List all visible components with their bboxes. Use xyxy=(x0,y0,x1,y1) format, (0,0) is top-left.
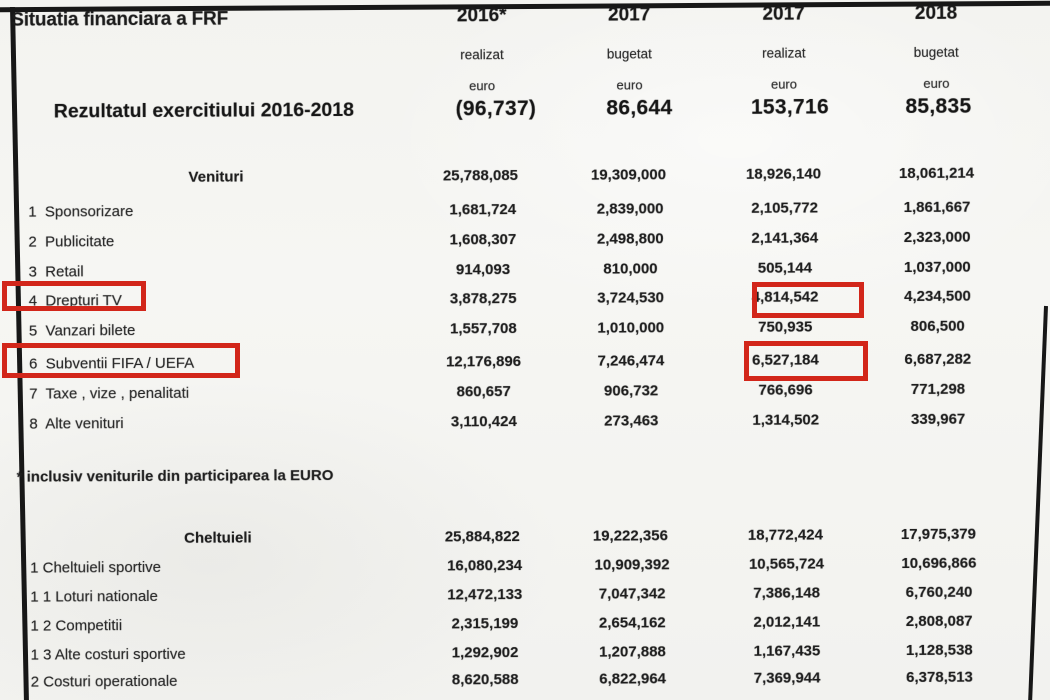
cell-value: 7,386,148 xyxy=(753,584,821,602)
highlight-box-drepturi-tv-label xyxy=(2,281,146,311)
result-row xyxy=(24,96,1009,121)
cell-value: 1,128,538 xyxy=(905,641,973,660)
column-subheader: realizat xyxy=(460,47,504,63)
cell-value: 2,323,000 xyxy=(903,228,971,247)
cell-value: 2,498,800 xyxy=(596,230,664,248)
result-value: 85,835 xyxy=(905,94,972,119)
cell-value: 8,620,588 xyxy=(451,671,519,689)
header-spacer xyxy=(24,87,410,89)
cell-value: 1,861,667 xyxy=(903,198,971,217)
cell-value: 4,814,542 xyxy=(751,288,819,306)
table-row xyxy=(26,553,1011,578)
cell-value: 1,207,888 xyxy=(599,643,666,661)
row-label: 1 1 Loturi nationale xyxy=(30,587,158,606)
section-total: 25,884,822 xyxy=(444,528,520,546)
cell-value: 3,110,424 xyxy=(450,413,517,431)
header-year-row xyxy=(23,3,1008,28)
cell-value: 6,378,513 xyxy=(906,668,973,687)
cell-value: 10,565,724 xyxy=(748,555,825,573)
cell-value: 2,012,141 xyxy=(753,613,821,631)
table-row xyxy=(27,640,1012,665)
table-row xyxy=(26,611,1011,636)
cell-value: 2,839,000 xyxy=(596,200,664,218)
row-label: 1 3 Alte costuri sportive xyxy=(30,645,186,664)
cell-value: 6,822,964 xyxy=(599,670,667,688)
cell-value: 1,608,307 xyxy=(449,231,517,249)
cell-value: 7,369,944 xyxy=(753,669,821,687)
header-unit-row xyxy=(24,73,1009,98)
table-row xyxy=(24,227,1009,252)
table-row xyxy=(24,197,1009,222)
cell-value: 2,141,364 xyxy=(751,229,819,247)
cell-value: 1,010,000 xyxy=(597,319,665,337)
row-label: 3 Retail xyxy=(28,263,84,281)
column-unit: euro xyxy=(616,77,643,93)
cell-value: 505,144 xyxy=(757,259,813,277)
cell-value: 2,808,087 xyxy=(905,612,973,631)
year-column-header: 2017 xyxy=(607,4,651,26)
row-label: 6 Subventii FIFA / UEFA xyxy=(29,354,195,373)
table-row xyxy=(25,409,1010,434)
row-label: 1 2 Competitii xyxy=(30,617,123,635)
venituri-section-row xyxy=(24,163,1009,188)
row-label: 4 Drepturi TV xyxy=(28,292,122,310)
section-total: 19,222,356 xyxy=(592,527,668,545)
highlight-box-subventii-label xyxy=(2,343,240,378)
cell-value: 914,093 xyxy=(455,261,511,279)
year-column-header: 2016* xyxy=(456,5,507,27)
cell-value: 2,315,199 xyxy=(451,615,519,633)
row-label: 2 Costuri operationale xyxy=(30,672,178,691)
cell-value: 810,000 xyxy=(603,260,658,278)
highlight-box-drepturi-tv-value xyxy=(752,282,864,318)
cell-value: 750,935 xyxy=(758,318,813,336)
page-title: Situatia financiara a FRF xyxy=(11,8,229,31)
section-total: 19,309,000 xyxy=(590,166,667,184)
section-label: Cheltuieli xyxy=(184,529,252,547)
cell-value: 6,527,184 xyxy=(751,351,819,369)
cell-value: 6,760,240 xyxy=(905,583,973,602)
cell-value: 1,037,000 xyxy=(903,258,971,277)
cell-value: 3,878,275 xyxy=(449,290,517,308)
header-type-row xyxy=(23,42,1008,67)
column-subheader: realizat xyxy=(762,45,806,61)
section-total: 18,061,214 xyxy=(898,164,975,183)
table-row xyxy=(25,316,1010,341)
row-label: 1 Sponsorizare xyxy=(28,203,134,221)
row-label: 8 Alte venituri xyxy=(29,415,124,433)
section-total: 25,788,085 xyxy=(442,167,519,185)
section-total: 18,772,424 xyxy=(747,526,823,544)
cell-value: 1,292,902 xyxy=(451,644,519,662)
cheltuieli-section-row xyxy=(26,524,1011,549)
cell-value: 10,909,392 xyxy=(594,556,670,574)
highlight-box-subventii-value xyxy=(744,341,868,381)
table-row xyxy=(25,257,1010,282)
header-spacer xyxy=(23,17,409,19)
year-column-header: 2018 xyxy=(914,2,958,24)
result-value: (96,737) xyxy=(455,96,537,121)
cell-value: 12,472,133 xyxy=(447,586,523,604)
cell-value: 273,463 xyxy=(604,412,659,430)
result-value: 86,644 xyxy=(606,96,673,120)
cell-value: 3,724,530 xyxy=(597,289,665,307)
cell-value: 1,314,502 xyxy=(752,411,820,429)
cell-value: 7,047,342 xyxy=(598,585,666,603)
header-spacer xyxy=(23,56,409,58)
cell-value: 4,234,500 xyxy=(904,287,971,306)
cell-value: 7,246,474 xyxy=(597,352,665,370)
result-value: 153,716 xyxy=(750,95,829,119)
cell-value: 860,657 xyxy=(456,383,511,401)
row-label: 1 Cheltuieli sportive xyxy=(30,558,162,577)
section-total: 17,975,379 xyxy=(900,525,977,544)
cell-value: 806,500 xyxy=(910,317,965,335)
cell-value: 1,167,435 xyxy=(753,642,821,660)
column-subheader: bugetat xyxy=(913,44,959,60)
cell-value: 2,105,772 xyxy=(751,199,819,217)
cell-value: 339,967 xyxy=(910,410,966,428)
column-subheader: bugetat xyxy=(606,46,652,62)
footnote: * inclusiv veniturile din participarea la EURO xyxy=(16,467,334,486)
row-label: 7 Taxe , vize , penalitati xyxy=(29,384,190,403)
table-row xyxy=(26,582,1011,607)
section-label: Venituri xyxy=(188,168,244,186)
column-unit: euro xyxy=(770,76,798,92)
cell-value: 766,696 xyxy=(758,381,813,399)
cell-value: 1,557,708 xyxy=(449,320,517,338)
row-label: 2 Publicitate xyxy=(28,233,115,251)
cell-value: 771,298 xyxy=(910,380,966,398)
cell-value: 6,687,282 xyxy=(904,350,972,369)
cell-value: 10,696,866 xyxy=(901,554,977,573)
table-row xyxy=(27,667,1012,692)
cell-value: 2,654,162 xyxy=(598,614,666,632)
section-total: 18,926,140 xyxy=(745,165,822,183)
row-label: 5 Vanzari bilete xyxy=(28,322,136,340)
cell-value: 16,080,234 xyxy=(447,557,523,575)
result-label: Rezultatul exercitiului 2016-2018 xyxy=(53,98,355,123)
cell-value: 1,681,724 xyxy=(449,201,517,219)
cell-value: 12,176,896 xyxy=(445,353,522,371)
table-row xyxy=(25,379,1010,404)
column-unit: euro xyxy=(469,78,496,94)
column-unit: euro xyxy=(923,75,950,91)
year-column-header: 2017 xyxy=(762,3,805,25)
cell-value: 906,732 xyxy=(603,382,659,400)
